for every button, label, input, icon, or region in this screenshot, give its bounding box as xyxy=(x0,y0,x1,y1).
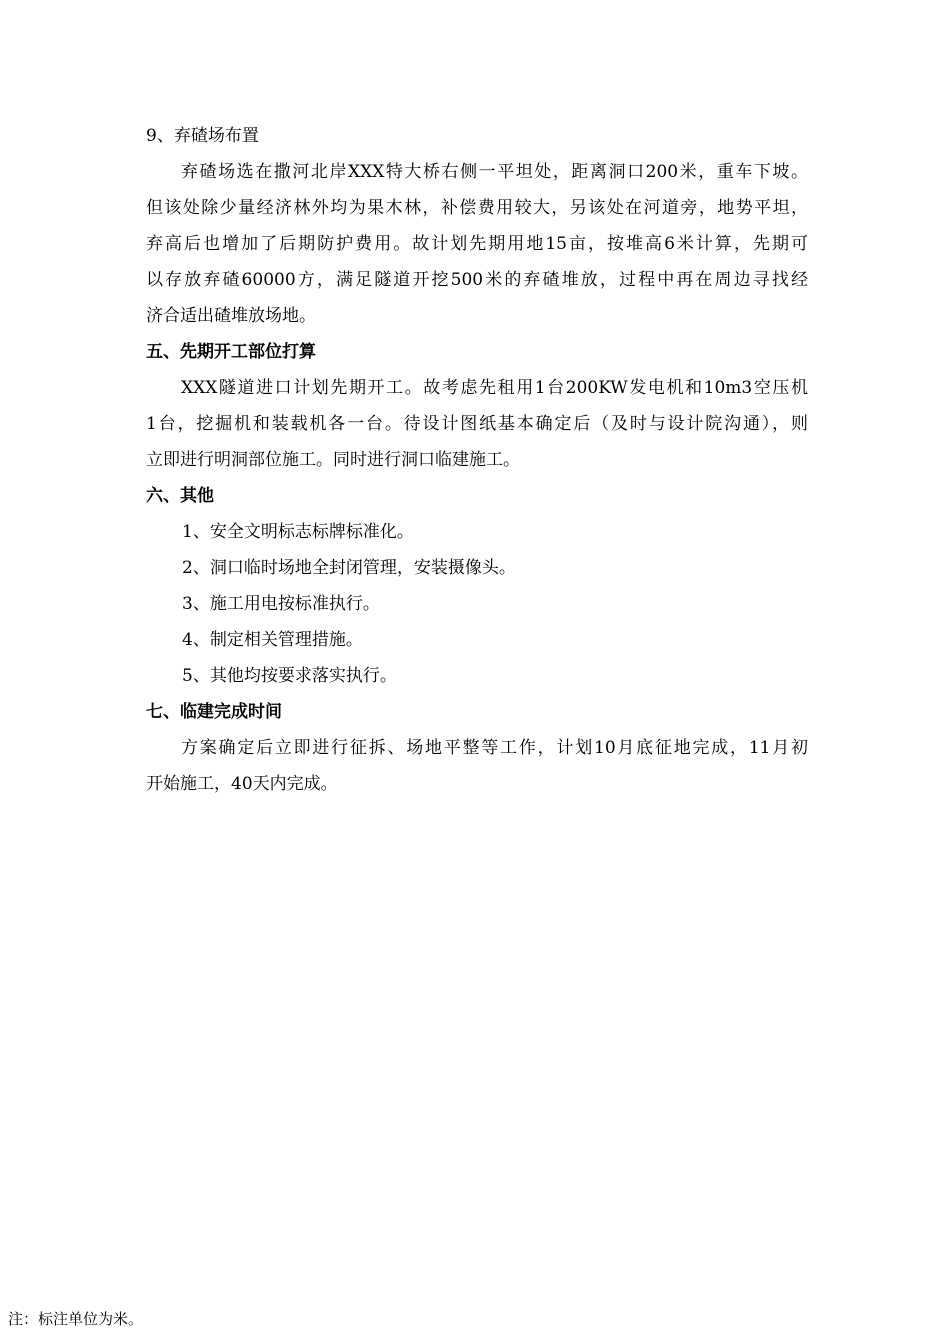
section7-title: 七、临建完成时间 xyxy=(146,702,282,722)
section5-line-1: XXX隧道进口计划先期开工。故考虑先租用1台200KW发电机和10m3空压机 xyxy=(181,378,808,398)
section6-item-1: 1、安全文明标志标牌标准化。 xyxy=(182,522,414,542)
section5-line-2: 1台，挖掘机和装载机各一台。待设计图纸基本确定后（及时与设计院沟通），则 xyxy=(146,414,808,434)
footer-note: 注：标注单位为米。 xyxy=(8,1310,144,1328)
section5-line-3: 立即进行明洞部位施工。同时进行洞口临建施工。 xyxy=(146,450,520,470)
section5-title: 五、先期开工部位打算 xyxy=(146,342,316,362)
section7-line-1: 方案确定后立即进行征拆、场地平整等工作，计划10月底征地完成，11月初 xyxy=(181,738,808,758)
section9-line-4: 以存放弃碴60000方，满足隧道开挖500米的弃碴堆放，过程中再在周边寻找经 xyxy=(146,270,808,290)
section6-item-5: 5、其他均按要求落实执行。 xyxy=(182,666,397,686)
section9-line-2: 但该处除少量经济林外均为果木林，补偿费用较大，另该处在河道旁，地势平坦， xyxy=(146,198,808,218)
section9-line-5: 济合适出碴堆放场地。 xyxy=(146,306,316,326)
section6-title: 六、其他 xyxy=(146,486,214,506)
section9-title: 9、弃碴场布置 xyxy=(146,126,259,146)
section6-item-3: 3、施工用电按标准执行。 xyxy=(182,594,380,614)
section6-item-4: 4、制定相关管理措施。 xyxy=(182,630,363,650)
section9-line-3: 弃高后也增加了后期防护费用。故计划先期用地15亩，按堆高6米计算，先期可 xyxy=(146,234,808,254)
document-body xyxy=(146,118,808,802)
section9-line-1: 弃碴场选在撒河北岸XXX特大桥右侧一平坦处，距离洞口200米，重车下坡。 xyxy=(181,162,808,182)
section7-line-2: 开始施工，40天内完成。 xyxy=(146,774,338,794)
section6-item-2: 2、洞口临时场地全封闭管理，安装摄像头。 xyxy=(182,558,516,578)
